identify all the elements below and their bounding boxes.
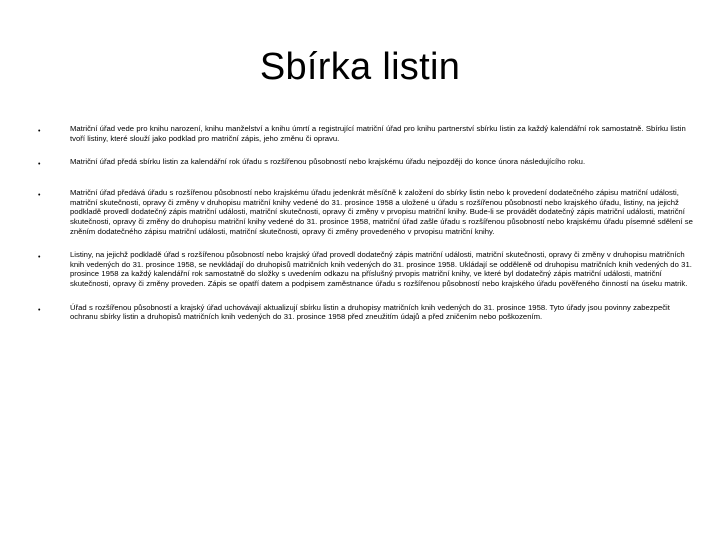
bullet-list — [38, 124, 698, 336]
paragraph-text: Úřad s rozšířenou působností a krajský úřad uchovávají aktualizují sbírku listin a druhopisy matričních knih vedených do 31. prosince 1958. Tyto úřady jsou povinny zabezpečit ochranu sbírky listin a druhopisů matričních knih vedených do 31. prosince 1958 před zneužitím údajů a před zničením nebo poškozením. — [70, 302, 670, 322]
list-item — [38, 157, 698, 170]
list-item — [38, 188, 698, 236]
bullet-marker: • — [38, 192, 41, 200]
bullet-marker: • — [38, 306, 41, 314]
paragraph-text: Matriční úřad vede pro knihu narození, knihu manželství a knihu úmrtí a registrující matriční úřad pro knihu partnerství sbírku listin za každý kalendářní rok samostatně. Sbírku listin tvoří listiny, které slouží jako podklad pro matriční zápis, jeho změnu či opravu. — [70, 124, 686, 143]
bullet-marker: • — [38, 128, 41, 135]
bullet-marker: • — [38, 254, 41, 262]
paragraph-text: Listiny, na jejichž podkladě úřad s rozšířenou působností nebo krajský úřad provedl dodatečný zápis matriční události, matriční skutečnosti, opravy či změny v druhopisu matričních knih vedených do 31. prosince 1958, se nevkládají do druhopisů matričních knih vedených do 31. prosince 1958. Ukládají se odděleně od druhopisu matričních knih vedených do 31. prosince 1958 za každý kalendářní rok samostatně do složky s uvedením odkazu na příslušný prvopis matriční knihy, ve které byl dodatečný zápis matriční události, matriční skutečnosti, opravy či změny proveden. Zápis se opatří datem a podpisem zaměstnance úřadu s rozšířenou působností nebo krajského úřadu pověřeného činností na úseku matrik. — [70, 250, 692, 288]
slide-title: Sbírka listin — [259, 46, 461, 88]
paragraph-text: Matriční úřad předá sbírku listin za kalendářní rok úřadu s rozšířenou působností nebo krajskému úřadu nejpozději do konce února následujícího roku. — [70, 157, 586, 167]
list-item — [38, 303, 698, 322]
bullet-marker: • — [38, 161, 41, 169]
list-item — [38, 250, 698, 288]
paragraph-text: Matriční úřad předává úřadu s rozšířenou působností nebo krajskému úřadu jedenkrát měsíčně k založení do sbírky listin nebo k provedení dodatečného zápisu matriční události, matriční skutečnosti, opravy či změny v druhopisu matriční knihy vedené do 31. prosince 1958 a uložené u úřadu s rozšířenou působností nebo krajského úřadu, listiny, na jejichž podkladě provedl dodatečný zápis matriční události, matriční skutečnosti, opravy či změny v prvopisu matriční knihy. Bude-li se provádět dodatečný zápis matriční události, matriční skutečnosti, opravy či změny do druhopisu matriční knihy vedené do 31. prosince 1958, matriční úřad zašle úřadu s rozšířenou působností nebo krajskému úřadu písemné sdělení se zněním dodatečného zápisu matriční události, matriční skutečnosti, opravy či změny provedeného v prvopisu matriční knihy. — [70, 188, 693, 236]
list-item — [38, 124, 698, 143]
